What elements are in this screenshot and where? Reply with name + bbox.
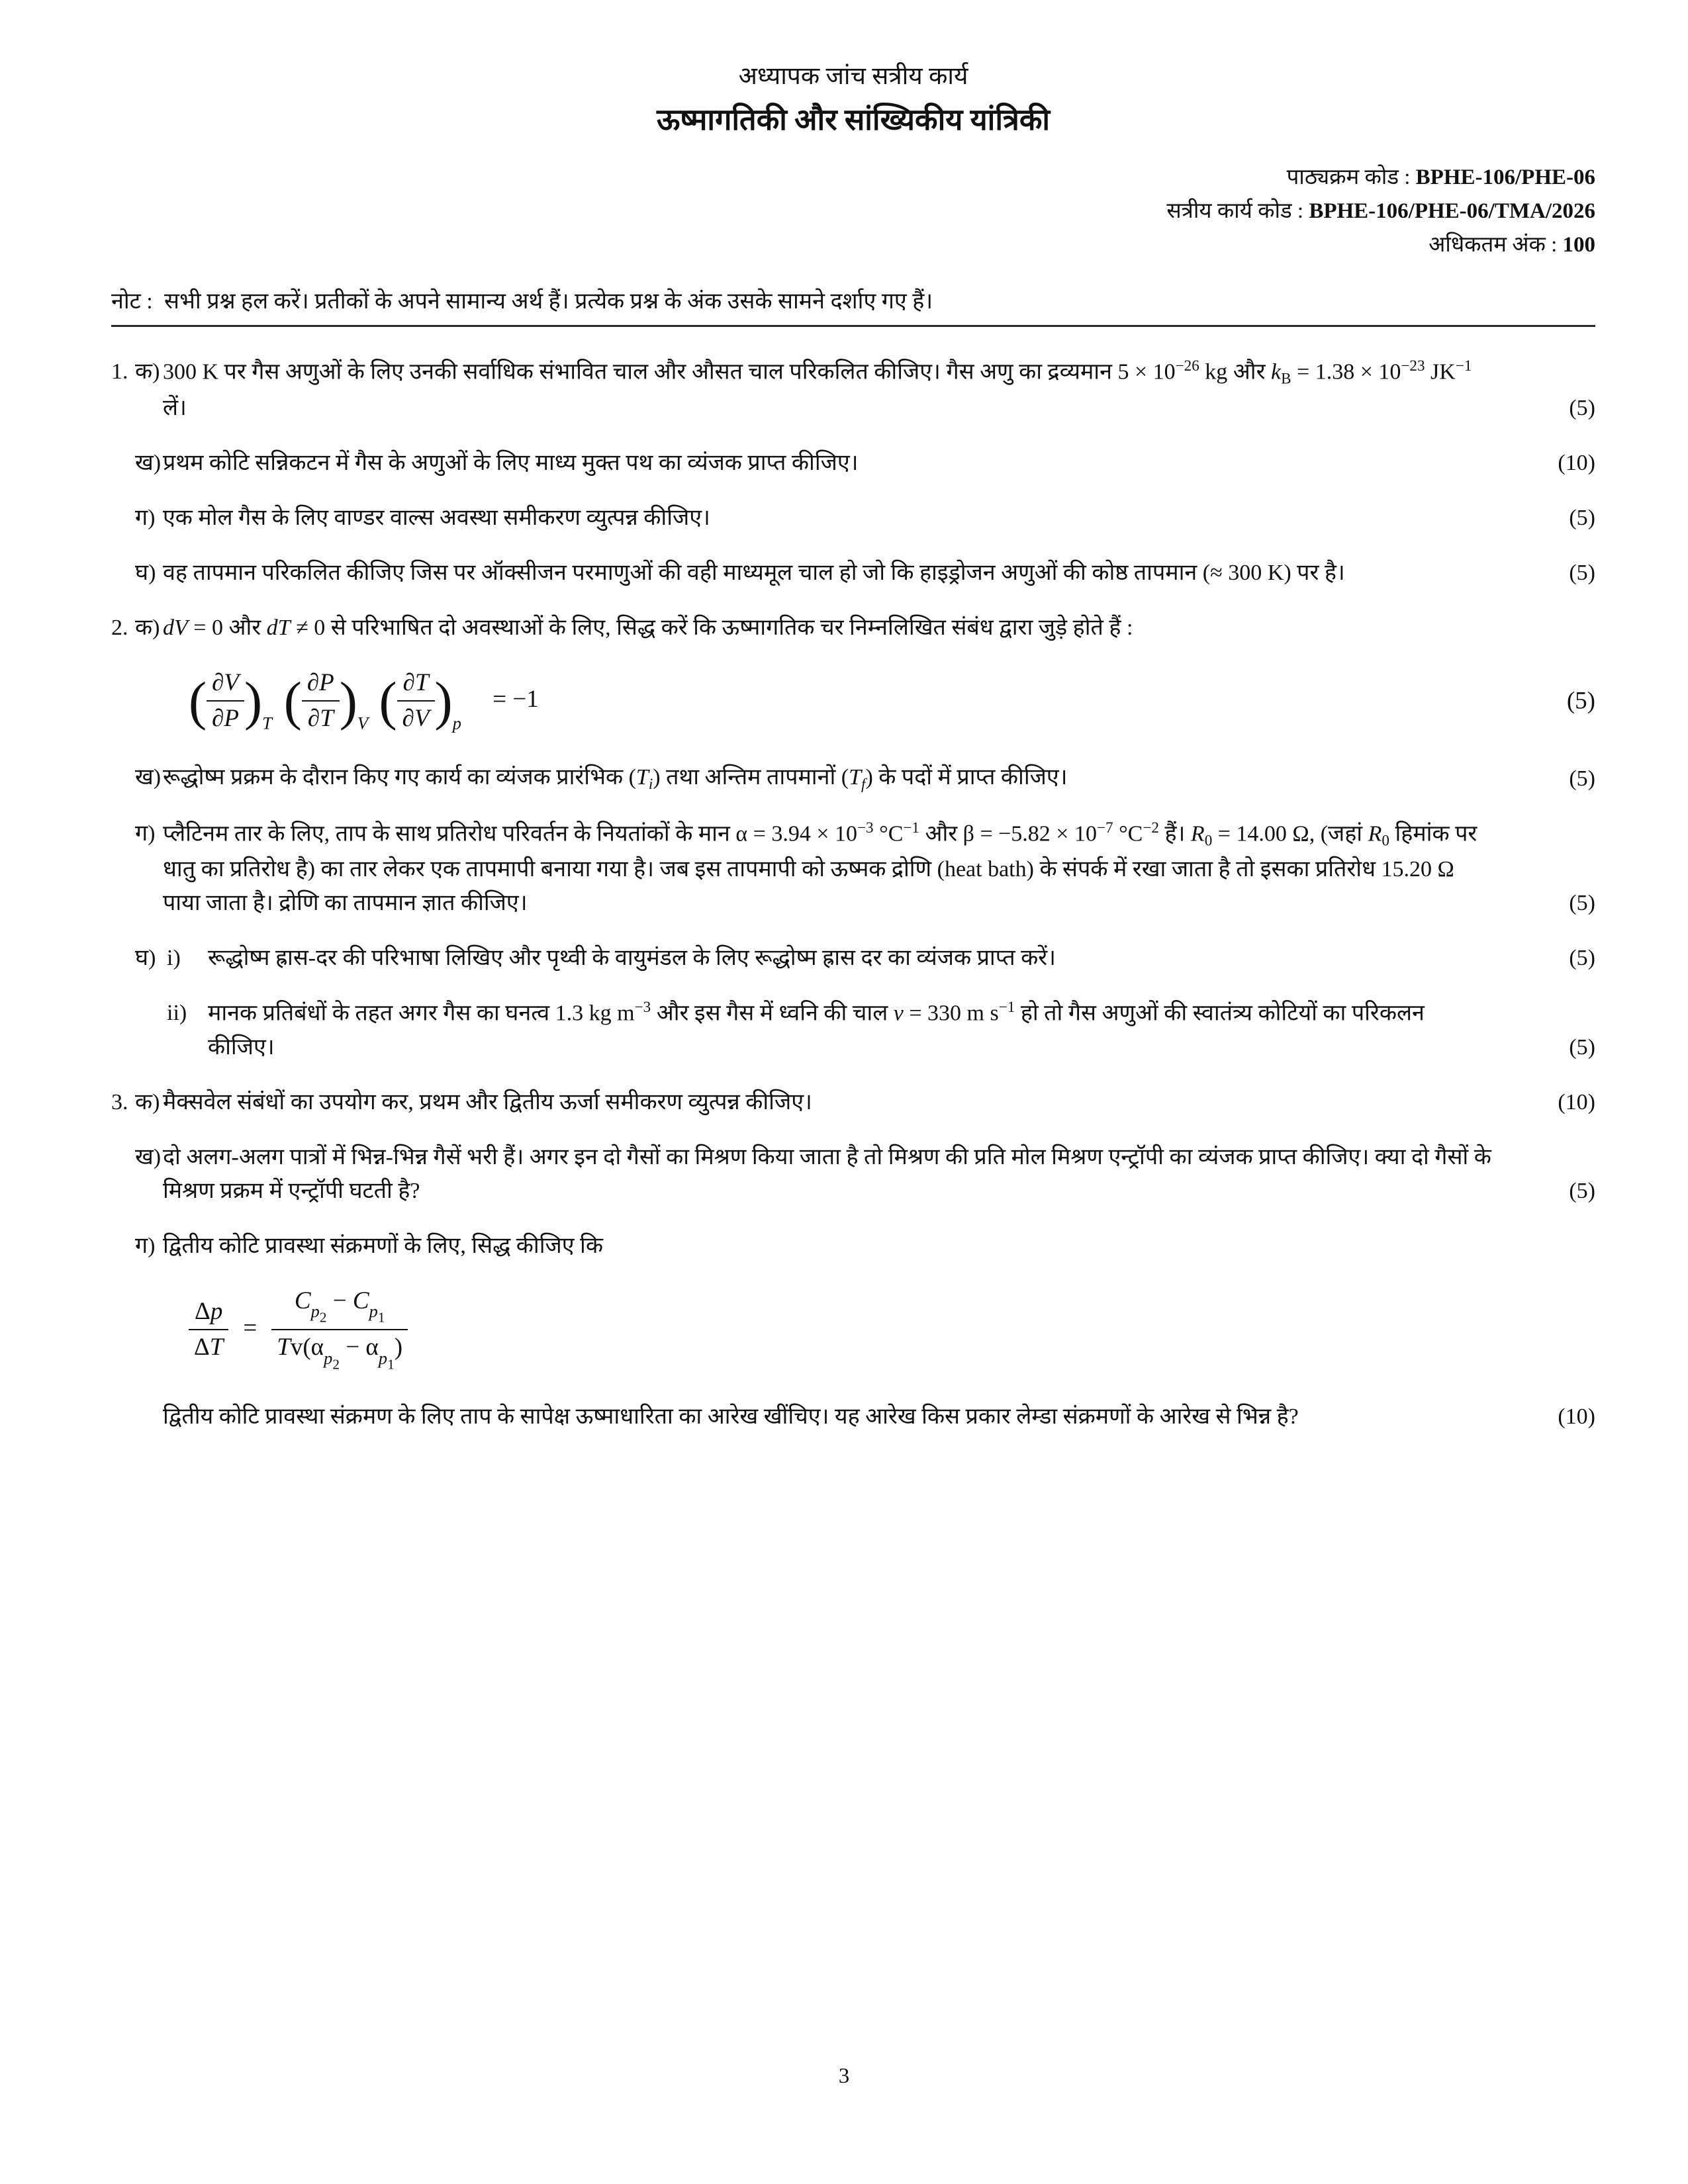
note-label: नोट : (111, 289, 153, 314)
q2-part-gha-i (111, 941, 1595, 975)
partial-derivative-equation: ( $\frac{\partial V}{\partial P}$ )T ( $\frac{\partial P}{\partial T}$ )V ( $\frac{\partial T}{\partial V}$ )p= −1 (189, 668, 539, 733)
question-number: 3. (111, 1090, 128, 1115)
marks-badge: (5) (1569, 1179, 1595, 1204)
part-text: रूद्धोष्म ह्रास-दर की परिभाषा लिखिए और पृथ्वी के वायुमंडल के लिए रूद्धोष्म ह्रास दर का व्यंजक प्राप्त करें। (208, 946, 1056, 971)
q3-equation-row (111, 1287, 1595, 1373)
q3-part-kha (111, 1140, 1595, 1208)
part-label: क) (135, 359, 160, 385)
marks-badge: (5) (1566, 687, 1595, 715)
course-code-line (111, 161, 1595, 195)
q3-part-ga-intro (111, 1229, 1595, 1263)
assignment-code-line (111, 195, 1595, 228)
part-text: वह तापमान परिकलित कीजिए जिस पर ऑक्सीजन परमाणुओं की वही माध्यमूल चाल हो जो कि हाइड्रोजन अणुओं की कोष्ठ तापमान (≈ 300 K) पर है। (163, 560, 1345, 585)
q2-part-gha-ii (111, 996, 1595, 1064)
max-marks-label: अधिकतम अंक : (1429, 233, 1563, 257)
part-text: मानक प्रतिबंधों के तहत अगर गैस का घनत्व 1.3 kg $m^{-3}$ और इस गैस में ध्वनि की चाल v = 330 m $s^{-1}$ हो तो गैस अणुओं की स्वातंत्र्य कोटियों का परिकलन कीजिए। (208, 999, 1425, 1060)
q1-part-ga (111, 501, 1595, 535)
meta-block (111, 161, 1595, 262)
part-text: प्लैटिनम तार के लिए, ताप के साथ प्रतिरोध परिवर्तन के नियतांकों के मान $\alpha = 3.94 \times 10^{-3}$ $^\circ C^{-1}$ और $\beta = -5.82 \times 10^{-7}$ $^\circ C^{-2}$ हैं। $R_0 = 14.00$ Ω, (जहां $R_0$ हिमांक पर धातु का प्रतिरोध है) का तार लेकर एक तापमापी बनाया गया है। जब इस तापमापी को ऊष्मक द्रोणि (heat bath) के संपर्क में रखा जाता है तो इसका प्रतिरोध 15.20 Ω पाया जाता है। द्रोणि का तापमान ज्ञात कीजिए। (163, 819, 1477, 916)
marks-badge: (5) (1569, 560, 1595, 585)
part-label: घ) (135, 946, 156, 971)
part-text: रूद्धोष्म प्रक्रम के दौरान किए गए कार्य का व्यंजक प्रारंभिक $(T_i)$ तथा अन्तिम तापमानों $(T_f)$ के पदों में प्राप्त कीजिए। (163, 764, 1068, 793)
marks-badge: (5) (1569, 891, 1595, 916)
course-code-value: BPHE-106/PHE-06 (1415, 165, 1595, 189)
marks-badge: (5) (1569, 395, 1595, 420)
q2-equation-row (111, 668, 1595, 734)
part-label: घ) (135, 560, 156, 585)
part-label: क) (135, 615, 160, 640)
subpart-label: i) (167, 946, 181, 971)
question-1 (111, 355, 1595, 589)
part-label: ख) (135, 1145, 162, 1170)
marks-badge: (10) (1558, 1090, 1595, 1115)
part-text: दो अलग-अलग पात्रों में भिन्न-भिन्न गैसें भरी हैं। अगर इन दो गैसों का मिश्रण किया जाता है तो मिश्रण की प्रति मोल मिश्रण एन्ट्रॉपी का व्यंजक प्राप्त कीजिए। क्या दो गैसों के मिश्रण प्रक्रम में एन्ट्रॉपी घटती है? (163, 1145, 1491, 1204)
max-marks-value: 100 (1562, 233, 1595, 257)
q3-part-ka (111, 1085, 1595, 1119)
assignment-type-title: अध्यापक जांच सत्रीय कार्य (738, 63, 968, 90)
document-header (111, 58, 1595, 142)
divider-rule (111, 325, 1595, 327)
marks-badge: (5) (1569, 946, 1595, 971)
part-label: ग) (135, 1234, 156, 1259)
part-text: एक मोल गैस के लिए वाण्डर वाल्स अवस्था समीकरण व्युत्पन्न कीजिए। (163, 505, 710, 530)
part-text: dV = 0 और dT ≠ 0 से परिभाषित दो अवस्थाओं के लिए, सिद्ध करें कि ऊष्मागतिक चर निम्नलिखित संबंध द्वारा जुड़े होते हैं : (163, 615, 1133, 640)
q2-part-kha (111, 760, 1595, 796)
q1-part-ka (111, 355, 1595, 424)
subpart-label: ii) (167, 1001, 187, 1026)
part-label: ग) (135, 821, 156, 846)
marks-badge: (10) (1558, 1404, 1595, 1429)
question-3 (111, 1085, 1595, 1433)
part-label: क) (135, 1090, 160, 1115)
question-2 (111, 611, 1595, 1064)
part-text: द्वितीय कोटि प्रावस्था संक्रमणों के लिए, सिद्ध कीजिए कि (163, 1234, 603, 1259)
part-label: ख) (135, 764, 162, 790)
q2-part-ga (111, 817, 1595, 920)
part-text: प्रथम कोटि सन्निकटन में गैस के अणुओं के लिए माध्य मुक्त पथ का व्यंजक प्राप्त कीजिए। (163, 450, 859, 475)
marks-badge: (10) (1558, 450, 1595, 475)
part-label: ख) (135, 450, 162, 475)
part-text: मैक्सवेल संबंधों का उपयोग कर, प्रथम और द्वितीय ऊर्जा समीकरण व्युत्पन्न कीजिए। (163, 1090, 812, 1115)
marks-badge: (5) (1569, 1035, 1595, 1060)
question-number: 1. (111, 359, 128, 385)
course-code-label: पाठ्यक्रम कोड : (1286, 165, 1416, 189)
assignment-code-label: सत्रीय कार्य कोड : (1166, 199, 1309, 224)
q1-part-gha (111, 556, 1595, 590)
note (111, 285, 1595, 318)
course-title: ऊष्मागतिकी और सांख्यिकीय यांत्रिकी (656, 103, 1051, 136)
marks-badge: (5) (1569, 766, 1595, 792)
q3-part-ga-outro (111, 1400, 1595, 1433)
note-text: सभी प्रश्न हल करें। प्रतीकों के अपने सामान्य अर्थ हैं। प्रत्येक प्रश्न के अंक उसके सामने दर्शाए गए हैं। (164, 289, 933, 314)
clausius-slope-equation: $\frac{\Delta p}{\Delta T}$ = $\frac{C_{p_2} - C_{p_1}}{Tv(\alpha_{p_2} - \alpha_{p_1})}$ (189, 1287, 408, 1373)
marks-badge: (5) (1569, 505, 1595, 530)
max-marks-line (111, 228, 1595, 262)
part-text: 300 K पर गैस अणुओं के लिए उनकी सर्वाधिक संभावित चाल और औसत चाल परिकलित कीजिए। गैस अणु का द्रव्यमान $5 \times 10^{-26}$ kg और $k_B = 1.38 \times 10^{-23}$ $JK^{-1}$ लें। (163, 357, 1472, 420)
assignment-code-value: BPHE-106/PHE-06/TMA/2026 (1309, 199, 1595, 224)
q1-part-kha (111, 446, 1595, 480)
part-label: ग) (135, 505, 156, 530)
page-number: 3 (838, 2064, 850, 2088)
question-number: 2. (111, 615, 128, 640)
part-text: द्वितीय कोटि प्रावस्था संक्रमण के लिए ताप के सापेक्ष ऊष्माधारिता का आरेख खींचिए। यह आरेख किस प्रकार लेम्डा संक्रमणों के आरेख से भिन्न है? (163, 1404, 1299, 1429)
q2-part-ka-intro (111, 611, 1595, 645)
